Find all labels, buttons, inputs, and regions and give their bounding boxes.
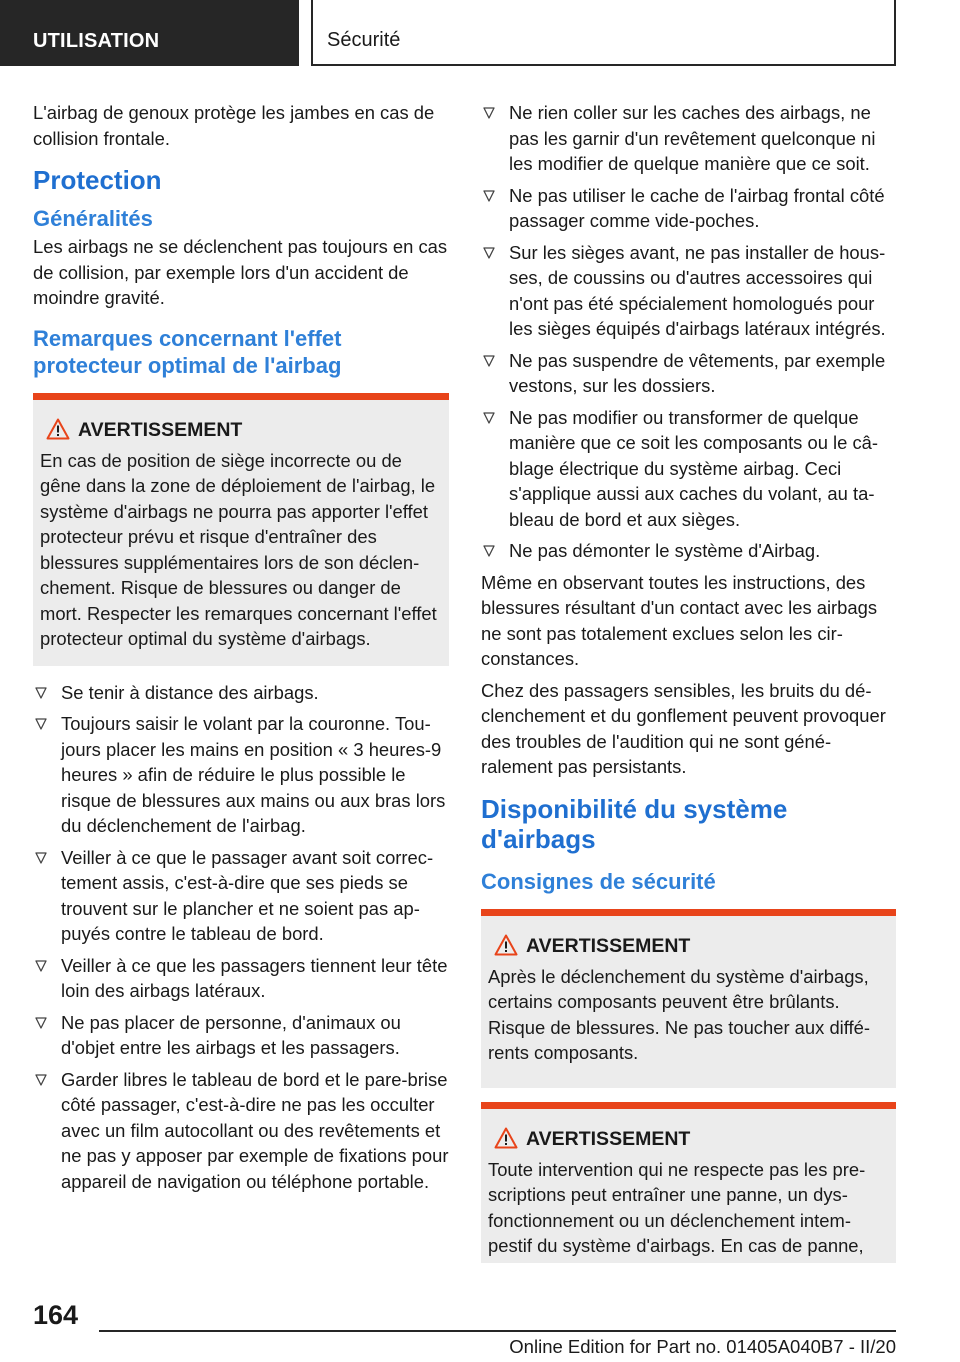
- bullet-triangle-icon: [35, 1017, 47, 1029]
- list-item: [33, 1010, 449, 1061]
- footer-edition: Online Edition for Part no. 01405A040B7 - II/20: [509, 1336, 896, 1357]
- list-item-text: Ne rien coller sur les caches des airbags, ne pas les garnir d'un revêtement quelconque ni les modifier de quelque manière que ce soit.: [509, 102, 876, 174]
- list-item: [33, 680, 449, 706]
- warning-text: En cas de position de siège incorrecte ou de gêne dans la zone de déploiement de l'airbag, le système d'airbags ne pourra pas apporter l'effet protecteur prévu et risque d'entraîner des blessures supplémentaires lors de son déclenchement. Risque de blessures ou danger de mort. Respecter les remarques concernant l'effet protecteur optimal du système d'airbags.: [40, 449, 437, 649]
- list-item: [481, 183, 896, 234]
- bullet-triangle-icon: [483, 190, 495, 202]
- bullet-triangle-icon: [35, 718, 47, 730]
- paragraph-instructions: Même en observant toutes les instructions, des blessures résultant d'un contact avec les airbags ne sont pas totalement exclues selon les circonstances.: [481, 571, 878, 669]
- warning-title: [78, 418, 441, 442]
- list-item-text: Veiller à ce que le passager avant soit correctement assis, c'est-à-dire que ses pieds se trouvent sur le plancher et ne soient pas appuyés contre le tableau de bord.: [61, 846, 434, 944]
- bullet-triangle-icon: [35, 1074, 47, 1086]
- list-item: [481, 100, 896, 177]
- bullet-triangle-icon: [35, 687, 47, 699]
- bullet-triangle-icon: [35, 960, 47, 972]
- right-column: [481, 100, 896, 1277]
- paragraph-hearing: Chez des passagers sensibles, les bruits du déclenchement et du gonflement peuvent provoquer des troubles de l'audition qui ne sont généralement pas persistants.: [481, 679, 886, 777]
- warning-text: Après le déclenchement du système d'airbags, certains composants peuvent être brûlants. Risque de blessures. Ne pas toucher aux différents composants.: [488, 965, 870, 1063]
- list-item-text: Ne pas modifier ou transformer de quelque manière que ce soit les composants ou le câblage électrique du système airbag. Ceci s'applique aussi aux caches du volant, au tableau de bord et aux sièges.: [509, 406, 879, 530]
- list-item: [481, 538, 896, 564]
- left-column: [33, 100, 449, 1200]
- intro-paragraph: L'airbag de genoux protège les jambes en cas de collision frontale.: [33, 102, 435, 149]
- warning-title: [526, 934, 888, 958]
- list-item-text: Veiller à ce que les passagers tiennent leur tête loin des airbags latéraux.: [61, 954, 448, 1001]
- list-item-text: Ne pas utiliser le cache de l'airbag frontal côté passager comme vide-poches.: [509, 184, 885, 231]
- heading-disponibilite: Disponibilité du système d'airbags: [481, 793, 788, 854]
- warning-triangle-icon: [494, 1127, 518, 1149]
- warning-box: [481, 909, 896, 1088]
- warning-title-text: AVERTISSEMENT: [78, 418, 243, 441]
- page-header: [0, 0, 960, 66]
- warning-title-text: AVERTISSEMENT: [526, 934, 691, 957]
- heading-protection: Protection: [33, 165, 162, 195]
- list-item-text: Toujours saisir le volant par la couronne. Toujours placer les mains en position « 3 heures-9 heures » afin de réduire le plus possible le risque de blessures aux mains ou aux bras lors du déclenchement de l'airbag.: [61, 713, 446, 836]
- chapter-title: Sécurité: [311, 0, 896, 66]
- list-item: [33, 1067, 449, 1195]
- bullet-list-left: [33, 680, 449, 1195]
- list-item: [33, 845, 449, 947]
- bullet-triangle-icon: [483, 355, 495, 367]
- list-item-text: Sur les sièges avant, ne pas installer de housses, de coussins ou d'autres accessoires qui n'ont pas été spécialement homologués pour les sièges équipés d'airbags latéraux intégrés.: [509, 241, 886, 339]
- bullet-triangle-icon: [483, 412, 495, 424]
- list-item-text: Ne pas placer de personne, d'animaux ou d'objet entre les airbags et les passagers.: [61, 1011, 401, 1058]
- page-number: 164: [33, 1300, 79, 1330]
- list-item-text: Garder libres le tableau de bord et le pare-brise côté passager, c'est-à-dire ne pas les occulter avec un film autocollant ou des revêtements et ne pas y apposer par exemple de fixations pour appareil de navigation ou téléphone portable.: [61, 1068, 449, 1192]
- bullet-list-right: [481, 100, 896, 564]
- warning-box: [33, 393, 449, 666]
- bullet-triangle-icon: [483, 545, 495, 557]
- section-title: UTILISATION: [0, 0, 299, 66]
- list-item: [481, 348, 896, 399]
- list-item: [33, 711, 449, 839]
- list-item-text: Se tenir à distance des airbags.: [61, 681, 319, 703]
- warning-triangle-icon: [46, 418, 70, 440]
- warning-title: [526, 1127, 888, 1151]
- warning-text: Toute intervention qui ne respecte pas les prescriptions peut entraîner une panne, un dysfonctionnement ou un déclenchement intempestif du système d'airbags. En cas de panne,: [488, 1158, 866, 1256]
- heading-generalites: Généralités: [33, 206, 153, 231]
- list-item: [481, 240, 896, 342]
- warning-title-text: AVERTISSEMENT: [526, 1127, 691, 1150]
- footer-divider: [99, 1330, 896, 1332]
- heading-remarques: Remarques concernant l'effet protecteur optimal de l'airbag: [33, 325, 342, 378]
- bullet-triangle-icon: [35, 852, 47, 864]
- list-item: [481, 405, 896, 533]
- list-item-text: Ne pas démonter le système d'Airbag.: [509, 540, 821, 561]
- bullet-triangle-icon: [483, 107, 495, 119]
- list-item: [33, 953, 449, 1004]
- warning-box: [481, 1102, 896, 1263]
- list-item-text: Ne pas suspendre de vêtements, par exemple vestons, sur les dossiers.: [509, 349, 886, 396]
- warning-triangle-icon: [494, 934, 518, 956]
- heading-consignes: Consignes de sécurité: [481, 868, 716, 894]
- generalites-paragraph: Les airbags ne se déclenchent pas toujours en cas de collision, par exemple lors d'un accident de moindre gravité.: [33, 236, 448, 308]
- bullet-triangle-icon: [483, 247, 495, 259]
